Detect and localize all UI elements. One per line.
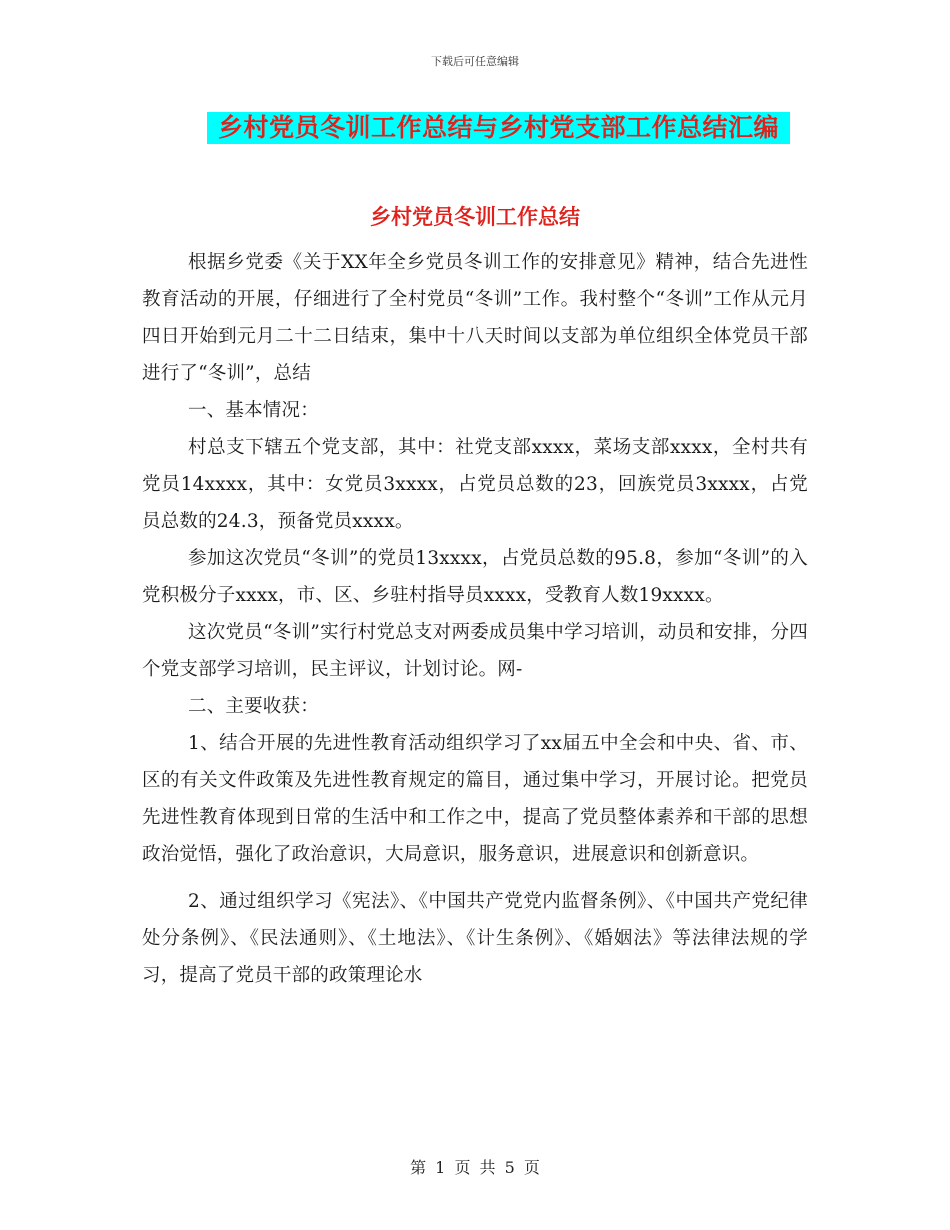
paragraph-heading: 一、基本情况： [188, 400, 319, 421]
paragraph: 参加这次党员“冬训”的党员13xxxx，占党员总数的95.8，参加“冬训”的入党积极分子xxxx，市、区、乡驻村指导员xxxx，受教育人数19xxxx。 [142, 548, 808, 606]
paragraph-heading: 二、主要收获： [188, 696, 319, 717]
body-text [142, 244, 808, 994]
paragraph: 村总支下辖五个党支部，其中：社党支部xxxx，菜场支部xxxx，全村共有党员14xxxx，其中：女党员3xxxx，占党员总数的23，回族党员3xxxx，占党员总数的24.3，预备党员xxxx。 [142, 437, 808, 532]
document-title: 乡村党员冬训工作总结与乡村党支部工作总结汇编 [207, 112, 790, 144]
paragraph: 这次党员“冬训”实行村党总支对两委成员集中学习培训，动员和安排，分四个党支部学习培训，民主评议，计划讨论。网- [142, 622, 808, 680]
section-title: 乡村党员冬训工作总结 [370, 205, 580, 229]
paragraph: 2、通过组织学习《宪法》、《中国共产党党内监督条例》、《中国共产党纪律处分条例》、《民法通则》、《土地法》、《计生条例》、《婚姻法》等法律法规的学习，提高了党员干部的政策理论水 [142, 891, 808, 986]
header-note: 下载后可任意编辑 [431, 55, 519, 68]
page-footer: 第 1 页 共 5 页 [410, 1158, 540, 1177]
paragraph: 根据乡党委《关于XX年全乡党员冬训工作的安排意见》精神，结合先进性教育活动的开展，仔细进行了全村党员“冬训”工作。我村整个“冬训”工作从元月四日开始到元月二十二日结束，集中十八天时间以支部为单位组织全体党员干部进行了“冬训”，总结 [142, 252, 808, 384]
paragraph: 1、结合开展的先进性教育活动组织学习了xx届五中全会和中央、省、市、区的有关文件政策及先进性教育规定的篇目，通过集中学习，开展讨论。把党员先进性教育体现到日常的生活中和工作之中，提高了党员整体素养和干部的思想政治觉悟，强化了政治意识，大局意识，服务意识，进展意识和创新意识。 [142, 733, 808, 865]
